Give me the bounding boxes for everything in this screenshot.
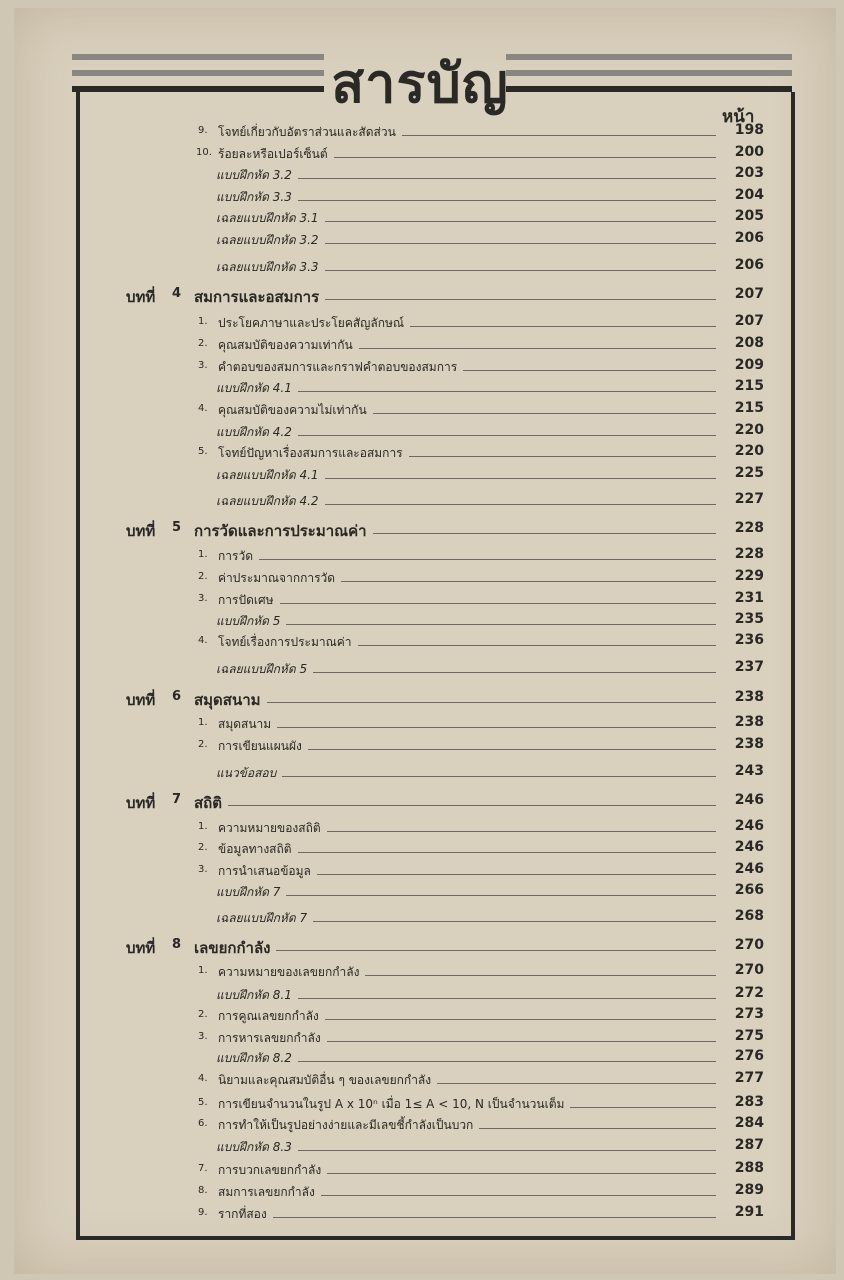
entry-number: 2. — [198, 338, 208, 349]
entry-number: 5. — [198, 1097, 208, 1108]
toc-entry-row — [0, 230, 844, 250]
toc-entry-row — [0, 422, 844, 442]
entry-number: 1. — [198, 965, 208, 976]
toc-entry-row — [0, 736, 844, 756]
page-number: 270 — [734, 937, 764, 953]
entry-title: การวัด — [218, 549, 253, 563]
title-stripe-left-2 — [72, 70, 324, 76]
toc-entry-row — [0, 122, 844, 142]
dot-leader — [267, 702, 716, 703]
toc-entry-row — [0, 1006, 844, 1026]
dot-leader — [298, 178, 716, 179]
entry-title: ข้อมูลทางสถิติ — [218, 842, 292, 856]
toc-entry-row — [0, 908, 844, 928]
dot-leader — [313, 921, 716, 922]
entry-title: แบบฝึกหัด 4.1 — [216, 381, 292, 395]
dot-leader — [277, 727, 716, 728]
toc-entry-row — [0, 335, 844, 355]
page-number: 289 — [734, 1182, 764, 1198]
toc-entry-row — [0, 568, 844, 588]
chapter-title: สมุดสนาม — [194, 691, 261, 709]
entry-number: 10. — [196, 147, 212, 158]
chapter-title: สถิติ — [194, 794, 222, 812]
toc-entry-row — [0, 465, 844, 485]
toc-entry-row — [0, 357, 844, 377]
chapter-number: 8 — [172, 937, 182, 952]
toc-entry-row — [0, 378, 844, 398]
toc-entry-row — [0, 1028, 844, 1048]
dot-leader — [298, 1061, 716, 1062]
entry-title: ร้อยละหรือเปอร์เซ็นต์ — [218, 147, 328, 161]
toc-chapter-row — [0, 286, 844, 306]
entry-title: การหารเลขยกกำลัง — [218, 1031, 321, 1045]
entry-number: 6. — [198, 1118, 208, 1129]
entry-number: 1. — [198, 821, 208, 832]
dot-leader — [325, 478, 716, 479]
dot-leader — [298, 200, 716, 201]
entry-title: แบบฝึกหัด 8.3 — [216, 1140, 292, 1154]
entry-number: 8. — [198, 1185, 208, 1196]
page-number: 227 — [734, 491, 764, 507]
page-number: 231 — [734, 590, 764, 606]
chapter-prefix: บทที่ — [126, 939, 156, 957]
page-number: 207 — [734, 313, 764, 329]
toc-entry-row — [0, 985, 844, 1005]
entry-title: เฉลยแบบฝึกหัด 3.3 — [216, 260, 319, 274]
entry-number: 9. — [198, 125, 208, 136]
page-number: 275 — [734, 1028, 764, 1044]
entry-number: 5. — [198, 446, 208, 457]
toc-entry-row — [0, 1137, 844, 1157]
toc-entry-row — [0, 546, 844, 566]
page-number: 276 — [734, 1048, 764, 1064]
entry-title: ความหมายของเลขยกกำลัง — [218, 965, 360, 979]
page-number: 246 — [734, 818, 764, 834]
dot-leader — [358, 645, 716, 646]
toc-entry-row — [0, 257, 844, 277]
chapter-title: สมการและอสมการ — [194, 288, 320, 306]
page-number: 270 — [734, 962, 764, 978]
dot-leader — [298, 852, 716, 853]
dot-leader — [410, 326, 716, 327]
toc-entry-row — [0, 763, 844, 783]
dot-leader — [327, 1041, 716, 1042]
entry-number: 9. — [198, 1207, 208, 1218]
dot-leader — [437, 1083, 716, 1084]
entry-title: แนวข้อสอบ — [216, 766, 277, 780]
entry-number: 3. — [198, 593, 208, 604]
chapter-number: 5 — [172, 520, 182, 535]
entry-number: 2. — [198, 842, 208, 853]
entry-title: เฉลยแบบฝึกหัด 3.1 — [216, 211, 319, 225]
dot-leader — [228, 805, 716, 806]
page-number: 203 — [734, 165, 764, 181]
toc-entry-row — [0, 1115, 844, 1135]
dot-leader — [325, 504, 716, 505]
chapter-title: เลขยกกำลัง — [194, 939, 271, 957]
page-number: 237 — [734, 659, 764, 675]
dot-leader — [325, 221, 716, 222]
page-number: 272 — [734, 985, 764, 1001]
entry-title: โจทย์ปัญหาเรื่องสมการและอสมการ — [218, 446, 403, 460]
entry-title: คุณสมบัติของความไม่เท่ากัน — [218, 403, 367, 417]
page-number: 228 — [734, 546, 764, 562]
page-number: 206 — [734, 257, 764, 273]
page-number: 288 — [734, 1160, 764, 1176]
toc-entry-row — [0, 144, 844, 164]
chapter-number: 7 — [172, 792, 182, 807]
page-number: 246 — [734, 861, 764, 877]
page-number: 198 — [734, 122, 764, 138]
toc-entry-row — [0, 1182, 844, 1202]
page-number: 200 — [734, 144, 764, 160]
dot-leader — [280, 603, 716, 604]
page-number: 206 — [734, 230, 764, 246]
toc-entry-row — [0, 861, 844, 881]
toc-entry-row — [0, 632, 844, 652]
entry-number: 4. — [198, 635, 208, 646]
entry-number: 1. — [198, 316, 208, 327]
toc-entry-row — [0, 208, 844, 228]
dot-leader — [334, 157, 716, 158]
page-number: 235 — [734, 611, 764, 627]
chapter-prefix: บทที่ — [126, 522, 156, 540]
page-number: 277 — [734, 1070, 764, 1086]
page-number: 246 — [734, 792, 764, 808]
dot-leader — [327, 831, 716, 832]
chapter-number: 6 — [172, 689, 182, 704]
entry-title: โจทย์เรื่องการประมาณค่า — [218, 635, 352, 649]
dot-leader — [359, 348, 716, 349]
entry-title: แบบฝึกหัด 4.2 — [216, 425, 292, 439]
dot-leader — [327, 1173, 716, 1174]
dot-leader — [479, 1128, 716, 1129]
dot-leader — [317, 874, 716, 875]
entry-number: 2. — [198, 571, 208, 582]
entry-title: แบบฝึกหัด 7 — [216, 885, 281, 899]
toc-entry-row — [0, 882, 844, 902]
toc-entry-row — [0, 1160, 844, 1180]
entry-title: แบบฝึกหัด 3.2 — [216, 168, 292, 182]
entry-number: 3. — [198, 1031, 208, 1042]
dot-leader — [325, 270, 716, 271]
entry-title: การคูณเลขยกกำลัง — [218, 1009, 319, 1023]
dot-leader — [308, 749, 716, 750]
dot-leader — [298, 1150, 716, 1151]
toc-entry-row — [0, 590, 844, 610]
entry-number: 3. — [198, 864, 208, 875]
dot-leader — [402, 135, 716, 136]
dot-leader — [298, 435, 716, 436]
page-number: 208 — [734, 335, 764, 351]
dot-leader — [282, 776, 716, 777]
dot-leader — [325, 299, 716, 300]
toc-chapter-row — [0, 520, 844, 540]
page-column-header: หน้า — [722, 107, 755, 127]
toc-chapter-row — [0, 689, 844, 709]
page-number: 220 — [734, 443, 764, 459]
title-stripe-right-2 — [506, 70, 792, 76]
entry-number: 4. — [198, 403, 208, 414]
entry-number: 3. — [198, 360, 208, 371]
toc-entry-row — [0, 313, 844, 333]
entry-title: สมุดสนาม — [218, 717, 272, 731]
entry-title: การเขียนแผนผัง — [218, 739, 302, 753]
dot-leader — [570, 1107, 716, 1108]
page-number: 236 — [734, 632, 764, 648]
page-number: 238 — [734, 689, 764, 705]
dot-leader — [321, 1195, 716, 1196]
entry-title: คำตอบของสมการและกราฟคำตอบของสมการ — [218, 360, 458, 374]
page-number: 229 — [734, 568, 764, 584]
entry-title: เฉลยแบบฝึกหัด 4.2 — [216, 494, 319, 508]
toc-entry-row — [0, 165, 844, 185]
entry-title: คุณสมบัติของความเท่ากัน — [218, 338, 353, 352]
dot-leader — [259, 559, 716, 560]
entry-title: เฉลยแบบฝึกหัด 5 — [216, 662, 308, 676]
page-number: 225 — [734, 465, 764, 481]
page-number: 283 — [734, 1094, 764, 1110]
dot-leader — [313, 672, 716, 673]
page-number: 220 — [734, 422, 764, 438]
chapter-prefix: บทที่ — [126, 794, 156, 812]
entry-title: การทำให้เป็นรูปอย่างง่ายและมีเลขชี้กำลังเป็นบวก — [218, 1118, 474, 1132]
page-number: 238 — [734, 714, 764, 730]
toc-entry-row — [0, 962, 844, 982]
dot-leader — [276, 950, 716, 951]
dot-leader — [325, 1019, 716, 1020]
chapter-prefix: บทที่ — [126, 288, 156, 306]
entry-number: 2. — [198, 1009, 208, 1020]
chapter-prefix: บทที่ — [126, 691, 156, 709]
entry-title: แบบฝึกหัด 3.3 — [216, 190, 292, 204]
entry-title: การเขียนจำนวนในรูป A x 10ⁿ เมื่อ 1≤ A < 10, N เป็นจำนวนเต็ม — [218, 1097, 565, 1111]
entry-title: การบวกเลขยกกำลัง — [218, 1163, 322, 1177]
dot-leader — [325, 243, 716, 244]
page-number: 205 — [734, 208, 764, 224]
chapter-title: การวัดและการประมาณค่า — [194, 522, 367, 540]
dot-leader — [373, 413, 716, 414]
entry-title: เฉลยแบบฝึกหัด 3.2 — [216, 233, 319, 247]
page-number: 284 — [734, 1115, 764, 1131]
entry-title: ประโยคภาษาและประโยคสัญลักษณ์ — [218, 316, 405, 330]
page-number: 287 — [734, 1137, 764, 1153]
page-number: 215 — [734, 378, 764, 394]
entry-title: การปัดเศษ — [218, 593, 274, 607]
dot-leader — [341, 581, 716, 582]
page-number: 273 — [734, 1006, 764, 1022]
entry-title: ความหมายของสถิติ — [218, 821, 321, 835]
page-number: 238 — [734, 736, 764, 752]
page-number: 207 — [734, 286, 764, 302]
entry-title: เฉลยแบบฝึกหัด 4.1 — [216, 468, 319, 482]
toc-entry-row — [0, 1204, 844, 1224]
dot-leader — [286, 624, 716, 625]
dot-leader — [286, 895, 716, 896]
entry-title: สมการเลขยกกำลัง — [218, 1185, 315, 1199]
page-number: 243 — [734, 763, 764, 779]
toc-entry-row — [0, 491, 844, 511]
entry-title: การนำเสนอข้อมูล — [218, 864, 311, 878]
chapter-number: 4 — [172, 286, 182, 301]
toc-entry-row — [0, 1070, 844, 1090]
entry-number: 2. — [198, 739, 208, 750]
toc-entry-row — [0, 818, 844, 838]
page-number: 266 — [734, 882, 764, 898]
entry-title: แบบฝึกหัด 5 — [216, 614, 281, 628]
dot-leader — [298, 998, 716, 999]
toc-entry-row — [0, 1094, 844, 1114]
entry-title: นิยามและคุณสมบัติอื่น ๆ ของเลขยกกำลัง — [218, 1073, 432, 1087]
dot-leader — [273, 1217, 716, 1218]
title-stripe-left-1 — [72, 54, 324, 60]
entry-title: โจทย์เกี่ยวกับอัตราส่วนและสัดส่วน — [218, 125, 396, 139]
page-number: 204 — [734, 187, 764, 203]
toc-entry-row — [0, 443, 844, 463]
page-number: 246 — [734, 839, 764, 855]
toc-entry-row — [0, 1048, 844, 1068]
dot-leader — [373, 533, 716, 534]
entry-title: ค่าประมาณจากการวัด — [218, 571, 336, 585]
toc-chapter-row — [0, 792, 844, 812]
toc-entry-row — [0, 611, 844, 631]
entry-number: 7. — [198, 1163, 208, 1174]
entry-title: แบบฝึกหัด 8.1 — [216, 988, 292, 1002]
entry-title: แบบฝึกหัด 8.2 — [216, 1051, 292, 1065]
dot-leader — [409, 456, 716, 457]
entry-title: เฉลยแบบฝึกหัด 7 — [216, 911, 308, 925]
toc-entry-row — [0, 714, 844, 734]
toc-entry-row — [0, 839, 844, 859]
page-title: สารบัญ — [331, 52, 509, 115]
entry-number: 4. — [198, 1073, 208, 1084]
toc-entry-row — [0, 187, 844, 207]
toc-entry-row — [0, 400, 844, 420]
page-number: 291 — [734, 1204, 764, 1220]
page-number: 215 — [734, 400, 764, 416]
page-number: 228 — [734, 520, 764, 536]
title-stripe-right-1 — [506, 54, 792, 60]
entry-number: 1. — [198, 717, 208, 728]
page-number: 268 — [734, 908, 764, 924]
page-number: 209 — [734, 357, 764, 373]
entry-number: 1. — [198, 549, 208, 560]
toc-chapter-row — [0, 937, 844, 957]
dot-leader — [298, 391, 716, 392]
dot-leader — [463, 370, 716, 371]
entry-title: รากที่สอง — [218, 1207, 267, 1221]
toc-entry-row — [0, 659, 844, 679]
dot-leader — [365, 975, 716, 976]
